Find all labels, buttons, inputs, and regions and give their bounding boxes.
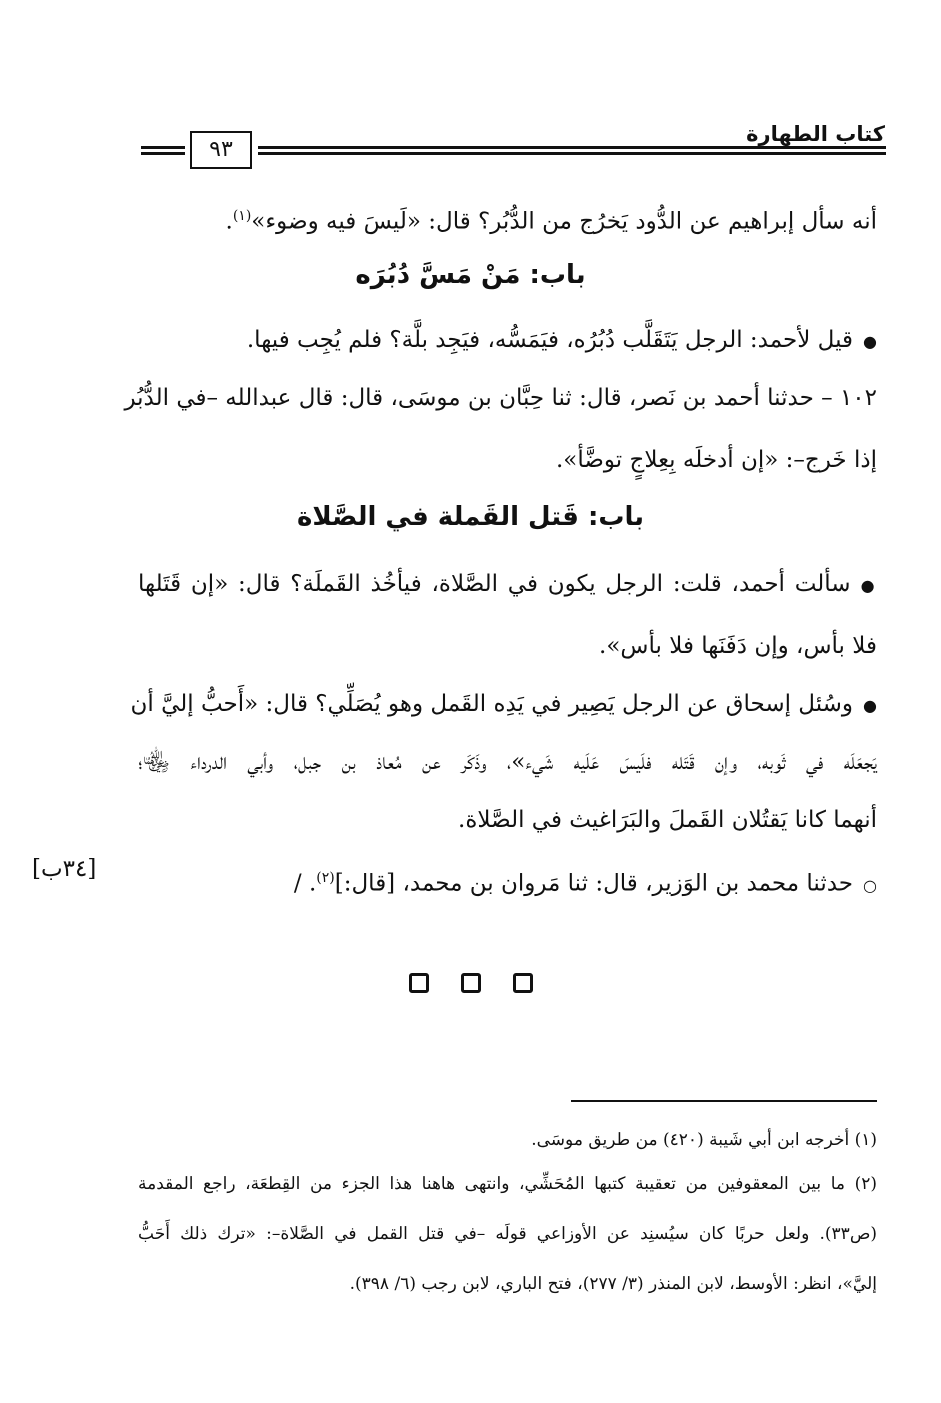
text-line: يَجعَلَه في ثَوبه، وإن قَتَله فلَيسَ عَلَيه شَيء»، وذَكَر عن مُعاذ بن جبل، وأبي الدرداء ﵄؛ xyxy=(138,749,877,775)
text-line xyxy=(138,564,877,606)
text-line: ١٠٢ – حدثنا أحمد بن نَصر، قال: ثنا حِبَّان بن موسَى، قال: قال عبدالله –في الدُّبُر xyxy=(124,385,877,411)
square-icon xyxy=(409,973,429,993)
text-line xyxy=(138,320,877,362)
text-span: حدثنا محمد بن الوَزير، قال: ثنا مَروان بن محمد، [قال:] xyxy=(334,870,854,897)
section-heading: باب: مَنْ مَسَّ دُبُرَه xyxy=(355,260,586,290)
square-icon xyxy=(513,973,533,993)
square-icon xyxy=(461,973,481,993)
text-span: . xyxy=(225,208,233,235)
text-line: فلا بأس، وإن دَفَنَها فلا بأس». xyxy=(599,633,877,659)
text-line xyxy=(138,196,877,242)
text-line xyxy=(130,684,877,726)
text-line: أنهما كانا يَقتُلان القَملَ والبَرَاغيث في الصَّلاة. xyxy=(458,807,877,833)
footnote-ref: (١) xyxy=(232,208,252,224)
footnote-2-line: (ص٣٣). ولعل حربًا كان سيُسنِد عن الأوزاعي قولَه –في قتل القمل في الصَّلاة–: «ترك ذلك أَحَبُّ xyxy=(138,1224,877,1244)
text-span: سألت أحمد، قلت: الرجل يكون في الصَّلاة، فيأخُذ القَملَة؟ قال: «إن قَتَلها xyxy=(138,571,851,597)
text-line xyxy=(138,858,877,906)
text-span: . / xyxy=(293,870,317,897)
footnote-2-line: إليَّ»، انظر: الأوسط، لابن المنذر (٣/ ٢٧٧)، فتح الباري، لابن رجب (٦/ ٣٩٨). xyxy=(349,1274,877,1294)
header-double-rule xyxy=(258,146,886,160)
footnote-separator xyxy=(571,1100,877,1102)
text-span: وسُئل إسحاق عن الرجل يَصِير في يَدِه القَمل وهو يُصَلِّي؟ قال: «أَحبُّ إليَّ أن xyxy=(130,691,854,717)
text-span: أنه سأل إبراهيم عن الدُّود يَخرُج من الدُّبُر؟ قال: «لَيسَ فيه وضوء» xyxy=(251,208,877,235)
footnote-ref: (٢) xyxy=(316,870,335,886)
section-end-ornament xyxy=(0,973,941,997)
footnote-1: (١) أخرجه ابن أبي شَيبة (٤٢٠) من طريق موسَى. xyxy=(531,1130,877,1150)
bullet-icon: ● xyxy=(860,576,877,595)
manuscript-folio-marker: [٣٤ب] xyxy=(32,856,97,882)
hollow-bullet-icon: ○ xyxy=(863,875,877,895)
footnote-2-line: (٢) ما بين المعقوفين من تعقيبة كتبها المُحَشِّي، وانتهى هاهنا هذا الجزء من القِطعَة، راجع المقدمة xyxy=(138,1174,877,1194)
section-heading: باب: قَتل القَملة في الصَّلاة xyxy=(296,502,644,532)
page-number: ٩٣ xyxy=(190,131,252,169)
running-header-title: كتاب الطهارة xyxy=(746,122,885,146)
header-short-rule xyxy=(141,146,185,160)
text-span: قيل لأحمد: الرجل يَتَقَلَّب دُبُرُه، فيَمَسُّه، فيَجِد بلَّة؟ فلم يُجِب فيها. xyxy=(246,327,854,353)
text-line: إذا خَرج–: «إن أدخلَه بِعِلاجٍ توضَّأ». xyxy=(555,447,877,473)
bullet-icon: ● xyxy=(863,696,877,715)
bullet-icon: ● xyxy=(863,332,877,351)
